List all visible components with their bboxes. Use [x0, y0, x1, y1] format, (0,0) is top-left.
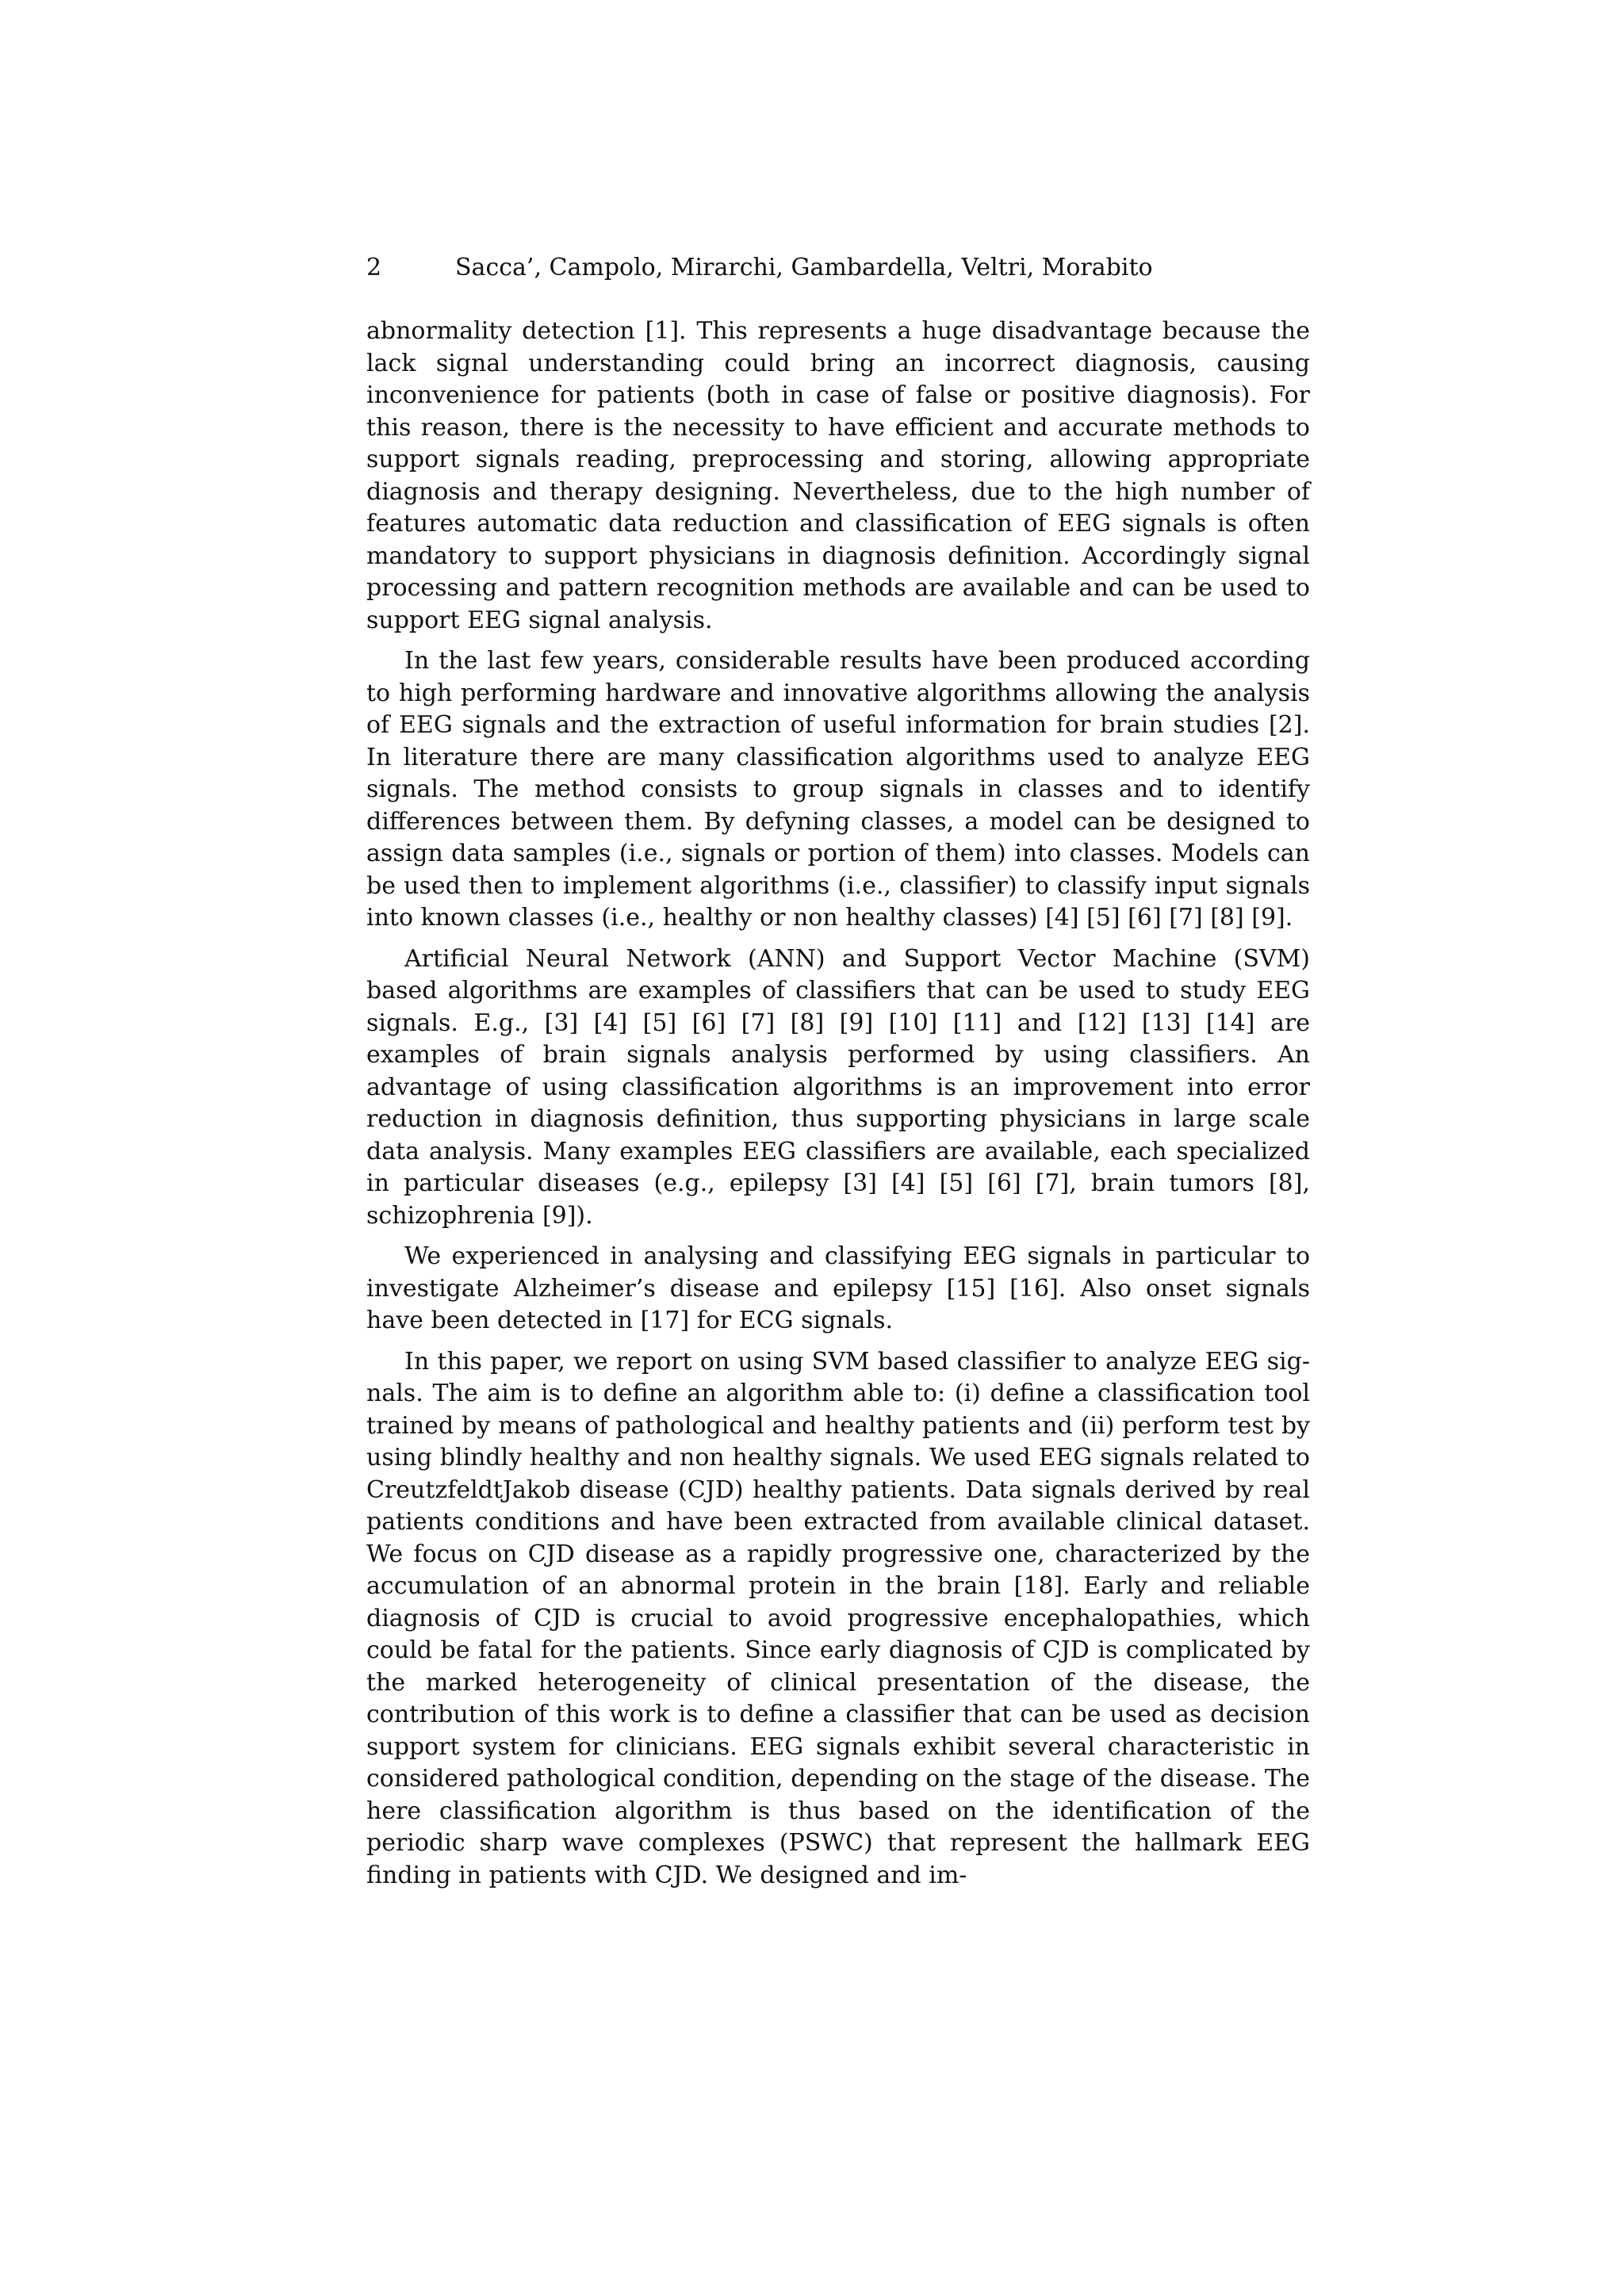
body-text — [366, 316, 1310, 1892]
running-header — [366, 252, 1310, 284]
paragraph: In this paper, we report on using SVM based classifier to analyze EEG signals. The aim is to define an algorithm able to: (i) define a classification tool trained by means of pathological and healthy patients and (ii) perform test by using blindly healthy and non healthy signals. We used EEG signals related to CreutzfeldtJakob disease (CJD) healthy patients. Data signals derived by real patients conditions and have been extracted from available clinical dataset. We focus on CJD disease as a rapidly progressive one, characterized by the accumulation of an abnormal protein in the brain [18]. Early and reliable diagnosis of CJD is crucial to avoid progressive encephalopathies, which could be fatal for the patients. Since early diagnosis of CJD is complicated by the marked heterogeneity of clinical presentation of the disease, the contribution of this work is to define a classifier that can be used as decision support system for clinicians. EEG signals exhibit several characteristic in considered pathological condition, depending on the stage of the disease. The here classification algorithm is thus based on the identification of the periodic sharp wave complexes (PSWC) that represent the hallmark EEG finding in patients with CJD. We designed and im- — [366, 1347, 1310, 1889]
paragraph: We experienced in analysing and classifying EEG signals in particular to investigate Alzheimer’s disease and epilepsy [15] [16]. Also onset signals have been detected in [17] for ECG signals. — [366, 1242, 1310, 1334]
paragraph: In the last few years, considerable results have been produced according to high performing hardware and innovative algorithms allowing the analysis of EEG signals and the extraction of useful information for brain studies [2]. In literature there are many classification algorithms used to analyze EEG signals. The method consists to group signals in classes and to identify differences between them. By defyning classes, a model can be designed to assign data samples (i.e., signals or portion of them) into classes. Models can be used then to implement algorithms (i.e., classifier) to classify input signals into known classes (i.e., healthy or non healthy classes) [4] [5] [6] [7] [8] [9]. — [366, 647, 1310, 932]
paragraph-continued: abnormality detection [1]. This represents a huge disadvantage because the lack signal understanding could bring an incorrect diagnosis, causing inconvenience for patients (both in case of false or positive diagnosis). For this reason, there is the necessity to have efficient and accurate methods to support signals reading, preprocessing and storing, allowing appropriate diagnosis and therapy designing. Nevertheless, due to the high number of features automatic data reduction and classification of EEG signals is often mandatory to support physicians in diagnosis definition. Accordingly signal processing and pattern recognition methods are available and can be used to support EEG signal analysis. — [366, 317, 1310, 634]
page-number: 2 — [366, 254, 382, 281]
paragraph: Artificial Neural Network (ANN) and Support Vector Machine (SVM) based algorithms are examples of classifiers that can be used to study EEG signals. E.g., [3] [4] [5] [6] [7] [8] [9] [10] [11] and [12] [13] [14] are examples of brain signals analysis performed by using classifiers. An advantage of using classification algorithms is an improvement into error reduction in diagnosis definition, thus supporting physicians in large scale data analysis. Many examples EEG classifiers are available, each specialized in particular diseases (e.g., epilepsy [3] [4] [5] [6] [7], brain tumors [8], schizophrenia [9]). — [366, 944, 1310, 1230]
running-head-authors: Sacca’, Campolo, Mirarchi, Gambardella, Veltri, Morabito — [455, 254, 1153, 281]
